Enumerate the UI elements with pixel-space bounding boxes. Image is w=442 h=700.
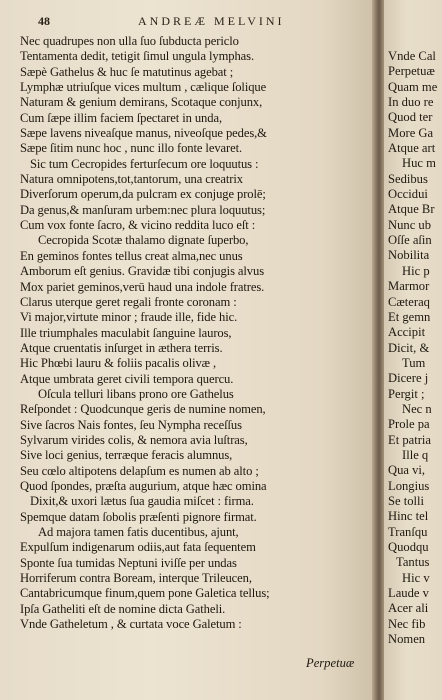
text-line: Sæpe ſitim nunc hoc , nunc illo fonte levaret. (20, 141, 243, 156)
text-line: Hic p (402, 263, 430, 278)
text-line: Et patria (388, 432, 432, 447)
text-line: Sylvarum virides colis, & nemora avia luſtras, (20, 432, 248, 447)
text-line: Nec fib (388, 616, 426, 631)
text-line: Seu cœlo altipotens delapſum es numen ab alto ; (20, 463, 259, 478)
text-line: Et gemn (388, 309, 431, 324)
text-line: Hinc tel (388, 509, 429, 524)
text-line: Ad majora tamen fatis ducentibus, ajunt, (38, 525, 239, 539)
text-line: Sponte ſua tumidas Neptuni iviſſe per undas (20, 555, 237, 570)
text-line: Prole pa (388, 417, 430, 432)
text-line: Naturam & genium demirans, Scotaque conjunx, (20, 95, 263, 110)
text-line: Ipſa Gatheliti eſt de nomine dicta Gatheli. (20, 601, 226, 616)
text-line: Atque Br (388, 202, 435, 217)
text-line: Nomen (388, 632, 426, 647)
text-line: Cum ſæpe illim faciem ſpectaret in unda, (20, 110, 222, 125)
text-line: Pergit ; (388, 386, 425, 401)
text-line: Clarus uterque geret regali fronte coronam : (20, 294, 237, 309)
text-line: Ille q (402, 447, 429, 462)
text-line: Dicere j (388, 371, 429, 386)
text-line: Cecropida Scotæ thalamo dignate ſuperbo, (38, 233, 249, 248)
text-line: Dixit,& uxori lætus ſua gaudia miſcet : firma. (30, 494, 254, 509)
text-line: Vnde Cal (388, 49, 436, 63)
text-line: Qua vi, (388, 463, 426, 478)
text-line: Sedibus (388, 171, 428, 186)
page-header (18, 14, 373, 30)
text-line: Vnde Gatheletum , & curtata voce Galetum : (20, 617, 242, 632)
text-line: Sic tum Cecropides ferturſecum ore loquutus : (30, 156, 259, 171)
text-line: Sæpè Gathelus & huc ſe matutinus agebat ; (20, 64, 234, 79)
text-line: Nec n (402, 401, 432, 416)
text-line: Lymphæ utriuſque vices multum , cælique ſolique (20, 80, 267, 95)
text-line: Occidui (388, 187, 428, 202)
right-page-text (388, 49, 442, 647)
text-line: Se tolli (388, 493, 425, 508)
text-line: Cum vox fonte ſacro, & vicino reddita luco eſt : (20, 218, 256, 233)
text-line: Oſſe aſin (388, 233, 432, 248)
text-line: Nunc ub (388, 217, 432, 232)
text-line: Quod ter (388, 110, 433, 125)
text-line: Cantabricumque finum,quem pone Galetica tellus; (20, 586, 270, 601)
text-line: Tantus (396, 555, 430, 570)
text-line: More Ga (388, 125, 434, 140)
text-line: Tranſqu (388, 524, 428, 539)
text-line: Acer ali (388, 601, 429, 616)
running-head: ANDREÆ MELVINI (138, 14, 285, 28)
text-line: Quam me (388, 79, 438, 94)
text-line: In duo re (388, 95, 434, 110)
text-line: Atque cruentatis inſurget in æthera terris. (20, 340, 223, 355)
text-line: Sive ſacros Nais fontes, ſeu Nympha receſſus (20, 417, 242, 432)
text-line: Da genus,& manſuram urbem:nec plura loquutus; (20, 202, 266, 217)
text-line: Ille triumphales maculabit ſanguine lauros, (20, 325, 232, 340)
text-line: Mox pariet geminos,verū haud una indole fratres. (20, 279, 265, 294)
text-line: Quodqu (388, 540, 429, 554)
text-line: Natura omnipotens,tot,tantorum, una creatrix (20, 172, 243, 187)
catchword: Perpetuæ (306, 656, 355, 670)
text-line: Dicit, & (388, 340, 430, 355)
text-line: Hic v (402, 570, 430, 585)
text-line: Horriferum contra Boream, interque Trileucen, (20, 571, 252, 586)
text-line: Hic Phœbi lauru & foliis pacalis olivæ , (20, 356, 217, 371)
text-line: Huc m (402, 156, 436, 171)
text-line: Longius (388, 478, 430, 493)
text-line: En geminos fontes tellus creat alma,nec unus (20, 248, 243, 263)
text-line: Cæteraq (388, 294, 430, 309)
poem-text (20, 34, 370, 632)
text-line: Sæpe lavens niveaſque manus, niveoſque pedes,& (20, 126, 267, 141)
text-line: Tentamenta dedit, tetigit ſimul ungula lymphas. (20, 49, 255, 64)
text-line: Laude v (388, 586, 429, 601)
text-line: Nobilita (388, 248, 430, 263)
text-line: Atque art (388, 141, 436, 156)
text-line: Reſpondet : Quodcunque geris de numine nomen, (20, 402, 266, 417)
text-line: Vi major,virtute minor ; fraude ille, fide hic. (20, 310, 238, 325)
text-line: Atque umbrata geret civili tempora quercu. (20, 371, 234, 386)
text-line: Tum (402, 355, 426, 370)
text-line: Marmor (388, 279, 430, 294)
right-page (384, 0, 442, 700)
text-line: Amborum eſt genius. Gravidæ tibi conjugis alvus (20, 264, 265, 279)
text-line: Diverſorum operum,da pulcram ex conjuge prolē; (20, 187, 266, 202)
page-number: 48 (38, 14, 50, 28)
text-line: Nec quadrupes non ulla ſuo ſubducta periclo (20, 34, 239, 48)
text-line: Perpetuæ (388, 64, 435, 79)
text-line: Sive loci genius, terræque feracis alumnus, (20, 448, 233, 463)
text-line: Accipit (388, 325, 426, 340)
text-line: Oſcula telluri libans prono ore Gathelus (38, 386, 234, 401)
text-line: Quod ſpondes, præſta augurium, atque hæc omina (20, 478, 267, 493)
text-line: Expulſum indigenarum odiis,aut fata ſequentem (20, 540, 256, 555)
text-line: Spemque datam ſobolis præſenti pignore firmat. (20, 509, 257, 524)
